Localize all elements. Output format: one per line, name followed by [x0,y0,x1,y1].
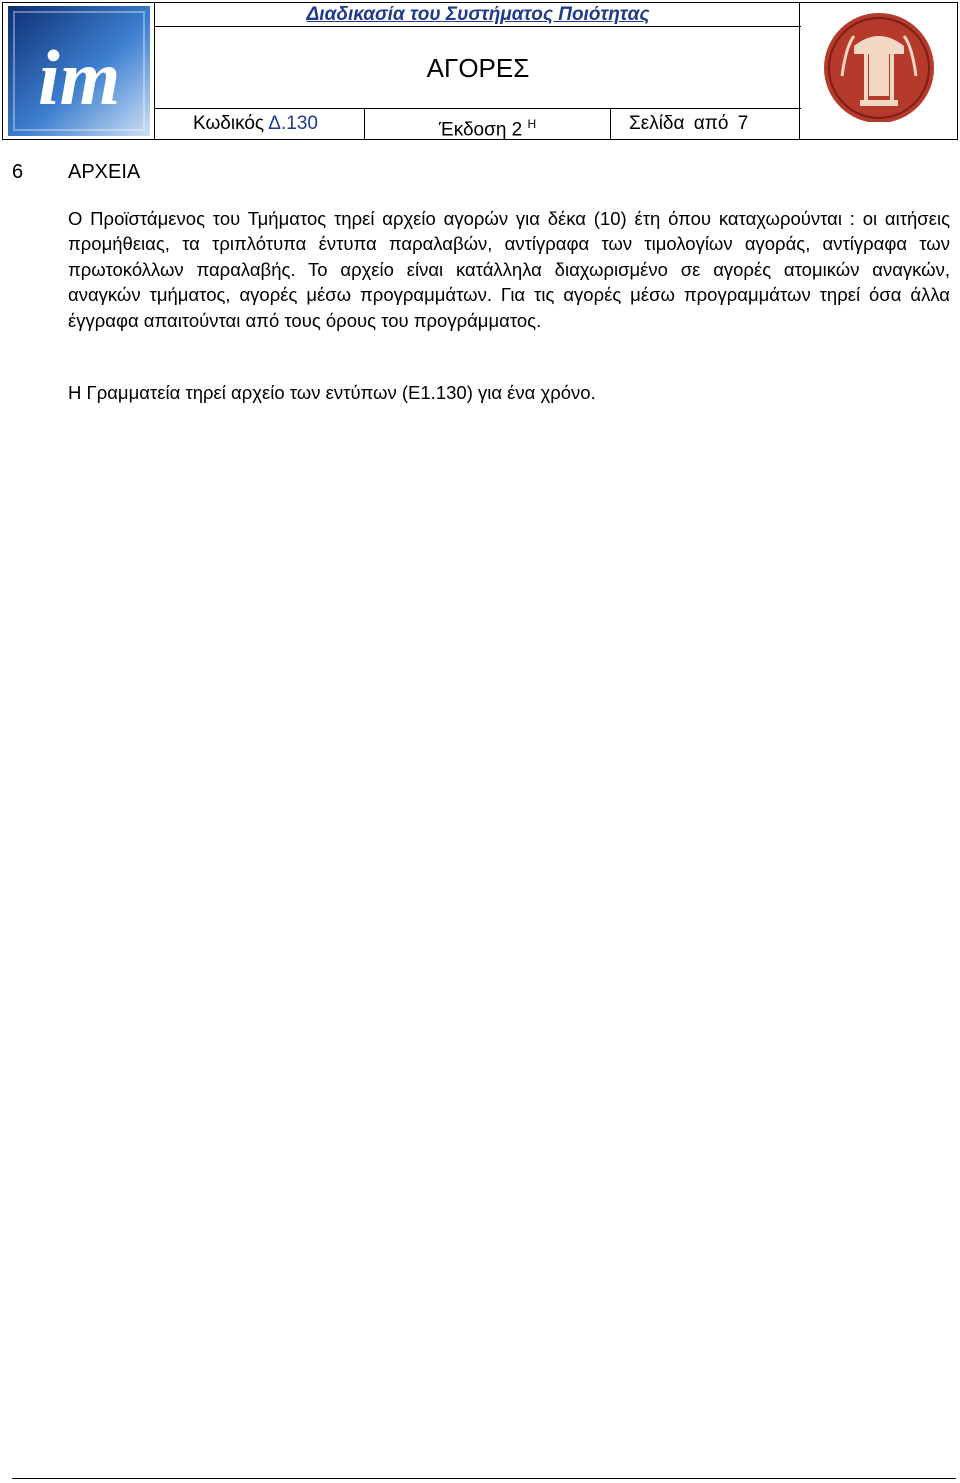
coin-seal-icon [814,6,944,136]
edition-label: Έκδοση 2 [438,119,523,141]
code-value: Δ.130 [268,113,318,134]
university-seal [799,3,957,139]
section-heading [12,158,140,186]
paragraph: Ο Προϊστάμενος του Τμήματος τηρεί αρχείο αγορών για δέκα (10) έτη όπου καταχωρούνται : οι αιτήσεις προμήθειας, τα τριπλότυπα έντυπα παραλαβών, αντίγραφα των τιμολογίων αγοράς, αντίγραφα των πρωτοκόλλων παραλαβής. Το αρχείο είναι κατάλληλα διαχωρισμένο σε αγορές ατομικών αναγκών, αναγκών τμήματος, αγορές μέσω προγραμμάτων. Για τις αγορές μέσω προγραμμάτων τηρεί όσα άλλα έγγραφα απαιτούνται από τους όρους του προγράμματος. [68,208,950,331]
document-meta [155,109,801,139]
im-logo-icon [8,6,150,136]
header-center [155,3,801,139]
logo-letters: im [37,34,120,121]
edition-superscript: Η [527,117,537,131]
section-number: 6 [12,161,24,183]
section-title: ΑΡΧΕΙΑ [68,161,141,183]
page-title: ΑΓΟΡΕΣ [155,27,801,109]
paragraph: Η Γραμματεία τηρεί αρχείο των εντύπων (Ε1.130) για ένα χρόνο. [68,382,596,403]
document-edition [365,109,611,139]
document-code [155,109,365,139]
institute-logo [3,3,155,139]
footer-divider [12,1478,956,1479]
page-number: Σελίδα από 7 [629,113,749,134]
process-subtitle: Διαδικασία του Συστήματος Ποιότητας [155,3,801,27]
document-header [2,2,958,140]
code-label: Κωδικός [193,113,269,134]
